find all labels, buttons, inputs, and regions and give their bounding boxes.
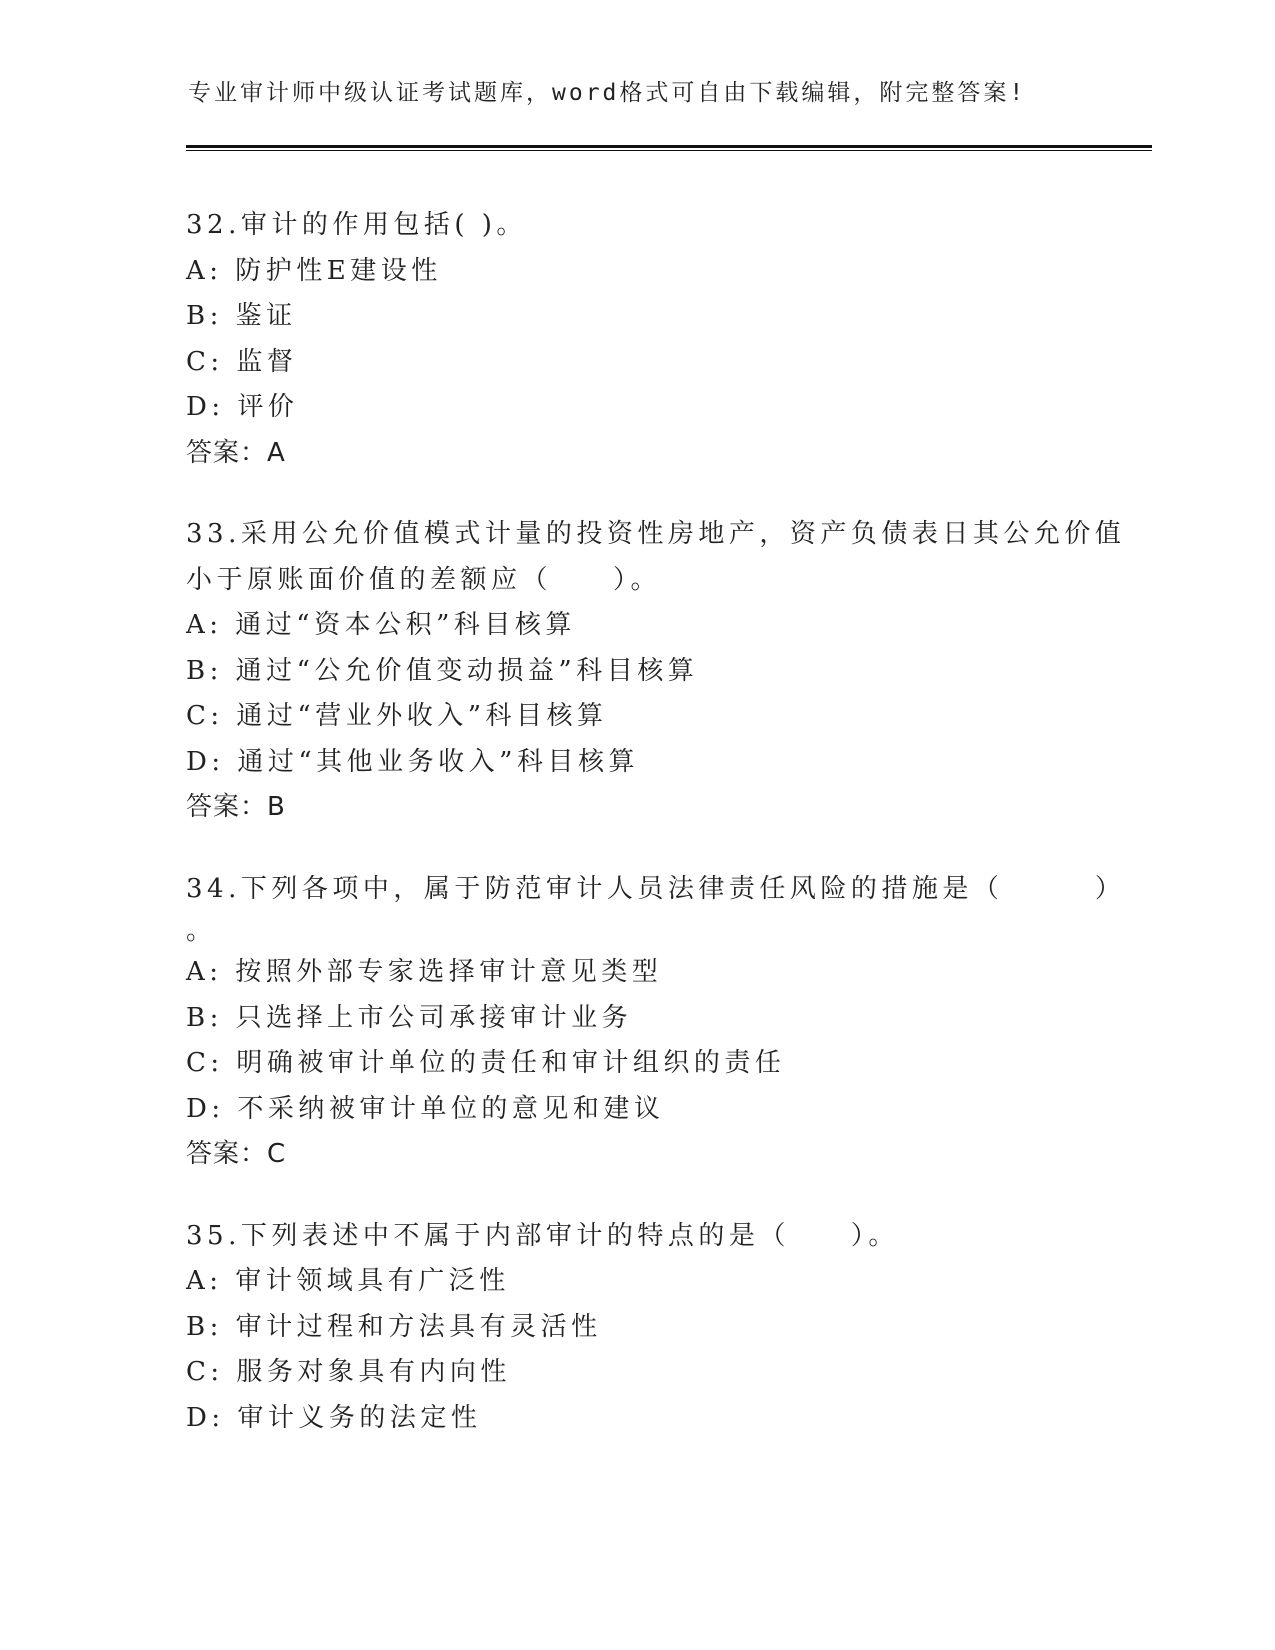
- question-34: [186, 867, 1126, 1178]
- question-stem-line-1: 33.采用公允价值模式计量的投资性房地产，资产负债表日其公允价值: [186, 519, 1126, 549]
- question-32: [186, 203, 1086, 476]
- option-b: B: 鉴证: [186, 301, 297, 331]
- option-b: B: 只选择上市公司承接审计业务: [186, 1002, 633, 1033]
- option-d: D: 审计义务的法定性: [186, 1402, 482, 1433]
- option-a: A: 防护性E建设性: [186, 255, 442, 286]
- question-stem: 32.审计的作用包括( )。: [186, 210, 527, 240]
- question-stem: 35.下列表述中不属于内部审计的特点的是（ ）。: [186, 1220, 899, 1251]
- option-c: C: 服务对象具有内向性: [186, 1357, 511, 1387]
- document-header: 专业审计师中级认证考试题库，word格式可自由下载编辑，附完整答案!: [188, 80, 1027, 106]
- question-35: [186, 1214, 1086, 1442]
- question-stem-line-1: 34.下列各项中，属于防范审计人员法律责任风险的措施是（ ）: [186, 873, 1126, 904]
- question-list: [186, 203, 1126, 1477]
- answer-label: 答案：B: [186, 792, 286, 822]
- question-stem-line-2: 小于原账面价值的差额应（ ）。: [186, 564, 662, 595]
- option-d: D: 不采纳被审计单位的意见和建议: [186, 1093, 665, 1124]
- option-b: B: 审计过程和方法具有灵活性: [186, 1311, 602, 1342]
- option-c: C: 监督: [186, 346, 298, 377]
- option-d: D: 通过“其他业务收入”科目核算: [186, 746, 639, 777]
- option-c: C: 通过“营业外收入”科目核算: [186, 701, 608, 731]
- option-c: C: 明确被审计单位的责任和审计组织的责任: [186, 1048, 786, 1078]
- option-a: A: 通过“资本公积”科目核算: [186, 610, 576, 640]
- option-a: A: 按照外部专家选择审计意见类型: [186, 957, 663, 987]
- question-33: [186, 512, 1126, 831]
- option-a: A: 审计领域具有广泛性: [186, 1266, 510, 1296]
- option-b: B: 通过“公允价值变动损益”科目核算: [186, 655, 699, 686]
- header-rule-thin: [186, 150, 1152, 151]
- header-rule-thick: [186, 145, 1152, 148]
- answer-label: 答案：C: [186, 1139, 287, 1169]
- question-stem-line-2: 。: [186, 916, 213, 946]
- option-d: D: 评价: [186, 392, 299, 422]
- answer-label: 答案：A: [186, 437, 286, 468]
